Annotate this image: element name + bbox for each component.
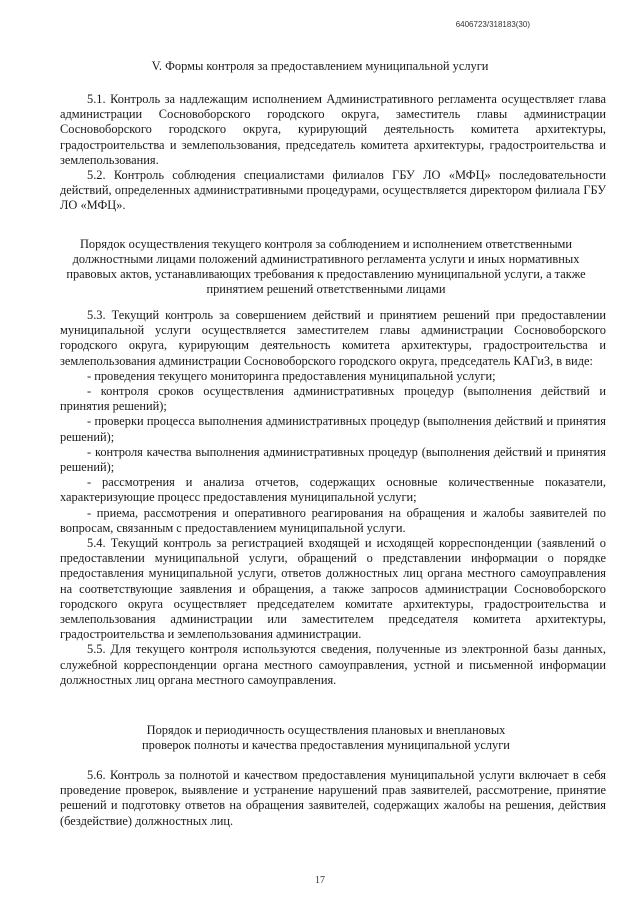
list-item: - контроля качества выполнения административных процедур (выполнения действий и принятия решений); [60,444,606,475]
paragraph-5-2: 5.2. Контроль соблюдения специалистами филиалов ГБУ ЛО «МФЦ» последовательности действий, определенных административными процедурами, осуществляется директором филиала ГБУ ЛО «МФЦ». [60,168,606,213]
periodic-control-heading [66,723,586,753]
list-item: - рассмотрения и анализа отчетов, содержащих основные количественные показатели, характеризующие процесс предоставления муниципальной услуги; [60,475,606,505]
periodic-control-body [60,768,606,829]
paragraph-5-5: 5.5. Для текущего контроля используются сведения, полученные из электронной базы данных, служебной корреспонденции органа местного самоуправления, устной и письменной информации должностных лиц органа местного самоуправления. [60,642,606,687]
periodic-heading-line-1: Порядок и периодичность осуществления плановых и внеплановых [146,723,506,737]
current-control-body [60,308,606,688]
document-id: 6406723/318183(30) [455,20,530,29]
paragraph-5-1: 5.1. Контроль за надлежащим исполнением Административного регламента осуществляет глава администрации Сосновоборского городского округа, заместитель главы администрации Сосновоборского городского округа, курирующий деятельность комитета архитектуры, градостроительства и землепользования, председатель комитета архитектуры, градостроительства и землепользования. [60,92,606,167]
periodic-heading-line-2: проверок полноты и качества предоставления муниципальной услуги [142,738,510,752]
paragraph-5-3: 5.3. Текущий контроль за совершением действий и принятием решений при предоставлении муниципальной услуги осуществляется заместителем главы администрации Сосновоборского городского округа, курирующим деятельность комитета архитектуры, градостроительства и землепользования администрации Сосновоборского городского округа, председатель КАГиЗ, в виде: [60,308,606,368]
list-item: - приема, рассмотрения и оперативного реагирования на обращения и жалобы заявителей по вопросам, связанным с предоставлением муниципальной услуги. [60,505,606,535]
list-item: - контроля сроков осуществления административных процедур (выполнения действий и принятия решений); [60,384,606,414]
list-item: - проведения текущего мониторинга предоставления муниципальной услуги; [87,368,496,383]
list-item: - проверки процесса выполнения административных процедур (выполнения действий и принятия решений); [60,414,606,444]
current-control-heading: Порядок осуществления текущего контроля за соблюдением и исполнением ответственными должностными лицами положений административного регламента услуги и иных нормативных правовых актов, устанавливающих требования к предоставлению муниципальной услуги, а также принятием решений ответственными лицами [66,237,586,296]
section-5-intro [60,92,606,214]
paragraph-5-6: 5.6. Контроль за полнотой и качеством предоставления муниципальной услуги включает в себя проведение проверок, выявление и устранение нарушений прав заявителей, рассмотрение, принятие решений и подготовку ответов на обращения заявителей, содержащих жалобы на решения, действия (бездействие) должностных лиц. [60,768,606,828]
section-title: V. Формы контроля за предоставлением муниципальной услуги [151,59,489,73]
paragraph-5-4: 5.4. Текущий контроль за регистрацией входящей и исходящей корреспонденции (заявлений о предоставлении муниципальной услуги, обращений о представлении информации о порядке предоставления муниципальной услуги, ответов должностных лиц органа местного самоуправления на соответствующие заявления и обращения, а также запросов администрации Сосновоборского городского округа осуществляет председателем комитате архитектуры, градостроительства и землепользования администрации или заместителем председателя комитета архитектуры, градостроительства и землепользования администрации. [60,536,606,642]
page-number: 17 [315,875,325,886]
